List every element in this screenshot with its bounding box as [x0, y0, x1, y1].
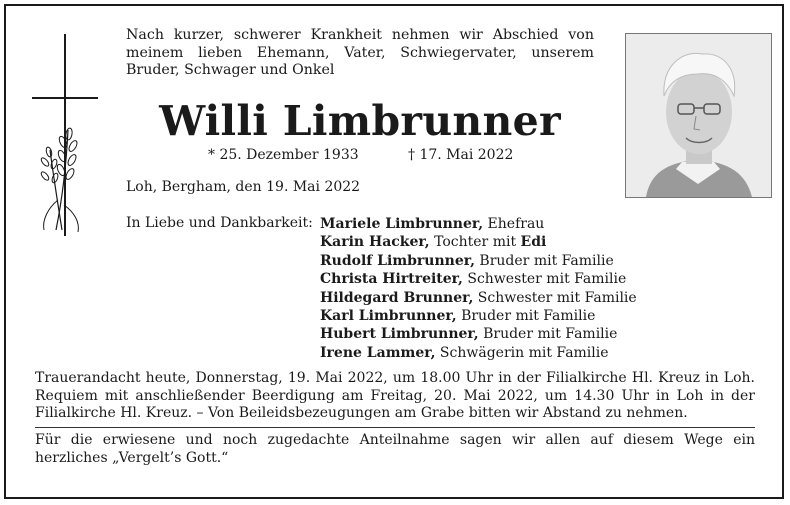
- mourner-relation: Schwägerin mit Familie: [435, 344, 609, 361]
- divider: [35, 427, 755, 428]
- mourner-relation: Bruder mit Familie: [474, 252, 614, 269]
- portrait-photo: [625, 33, 772, 198]
- mourner-relation: Bruder mit Familie: [478, 326, 618, 343]
- mourner-name: Hildegard Brunner,: [320, 289, 474, 306]
- mourner-name: Irene Lammer,: [320, 344, 436, 361]
- mourner-name: Karl Limbrunner,: [320, 308, 457, 325]
- portrait-illustration: [626, 34, 771, 197]
- mourner-relation: Bruder mit Familie: [456, 308, 596, 325]
- mourner-name: Karin Hacker,: [320, 234, 430, 251]
- mourner-name: Rudolf Limbrunner,: [320, 252, 475, 269]
- mourners-label: In Liebe und Dankbarkeit:: [126, 215, 313, 231]
- mourner-name: Hubert Limbrunner,: [320, 326, 479, 343]
- intro-text: Nach kurzer, schwerer Krankheit nehmen wir Abschied von meinem lieben Ehemann, Vater, Schwiegervater, unserem Bruder, Schwager und Onkel: [126, 27, 594, 78]
- mourner-relation: Tochter mit: [429, 234, 521, 251]
- mourners-list: [320, 215, 637, 362]
- place-date: Loh, Bergham, den 19. Mai 2022: [126, 179, 361, 195]
- mourner-row: [320, 325, 637, 343]
- mourner-relation: Schwester mit Familie: [473, 289, 637, 306]
- cross-with-wheat-icon: [28, 30, 108, 240]
- mourner-relation: Ehefrau: [483, 216, 545, 232]
- mourner-name: Christa Hirtreiter,: [320, 271, 463, 288]
- birth-date: * 25. Dezember 1933: [208, 147, 359, 163]
- mourner-row: [320, 344, 637, 362]
- mourner-name: Mariele Limbrunner,: [320, 216, 484, 232]
- mourner-row: [320, 307, 637, 325]
- mourner-row: [320, 215, 637, 233]
- mourner-row: [320, 252, 637, 270]
- mourner-relation: Schwester mit Familie: [462, 271, 627, 288]
- mourner-extra: Edi: [520, 234, 547, 251]
- thanks-text: Für die erwiesene und noch zugedachte Anteilnahme sagen wir allen auf diesem Wege ein herzliches „Vergelt’s Gott.“: [35, 432, 755, 466]
- deceased-name: Willi Limbrunner: [159, 97, 561, 145]
- mourner-row: [320, 289, 637, 307]
- service-info: Trauerandacht heute, Donnerstag, 19. Mai 2022, um 18.00 Uhr in der Filialkirche Hl. Kreuz in Loh. Requiem mit anschließender Beerdigung am Freitag, 20. Mai 2022, um 14.30 Uhr in Loh in der Filialkirche Hl. Kreuz. – Von Beileidsbezeugungen am Grabe bitten wir Abstand zu nehmen.: [35, 370, 755, 421]
- mourner-row: [320, 270, 637, 288]
- death-date: † 17. Mai 2022: [408, 147, 514, 163]
- mourner-row: [320, 233, 637, 251]
